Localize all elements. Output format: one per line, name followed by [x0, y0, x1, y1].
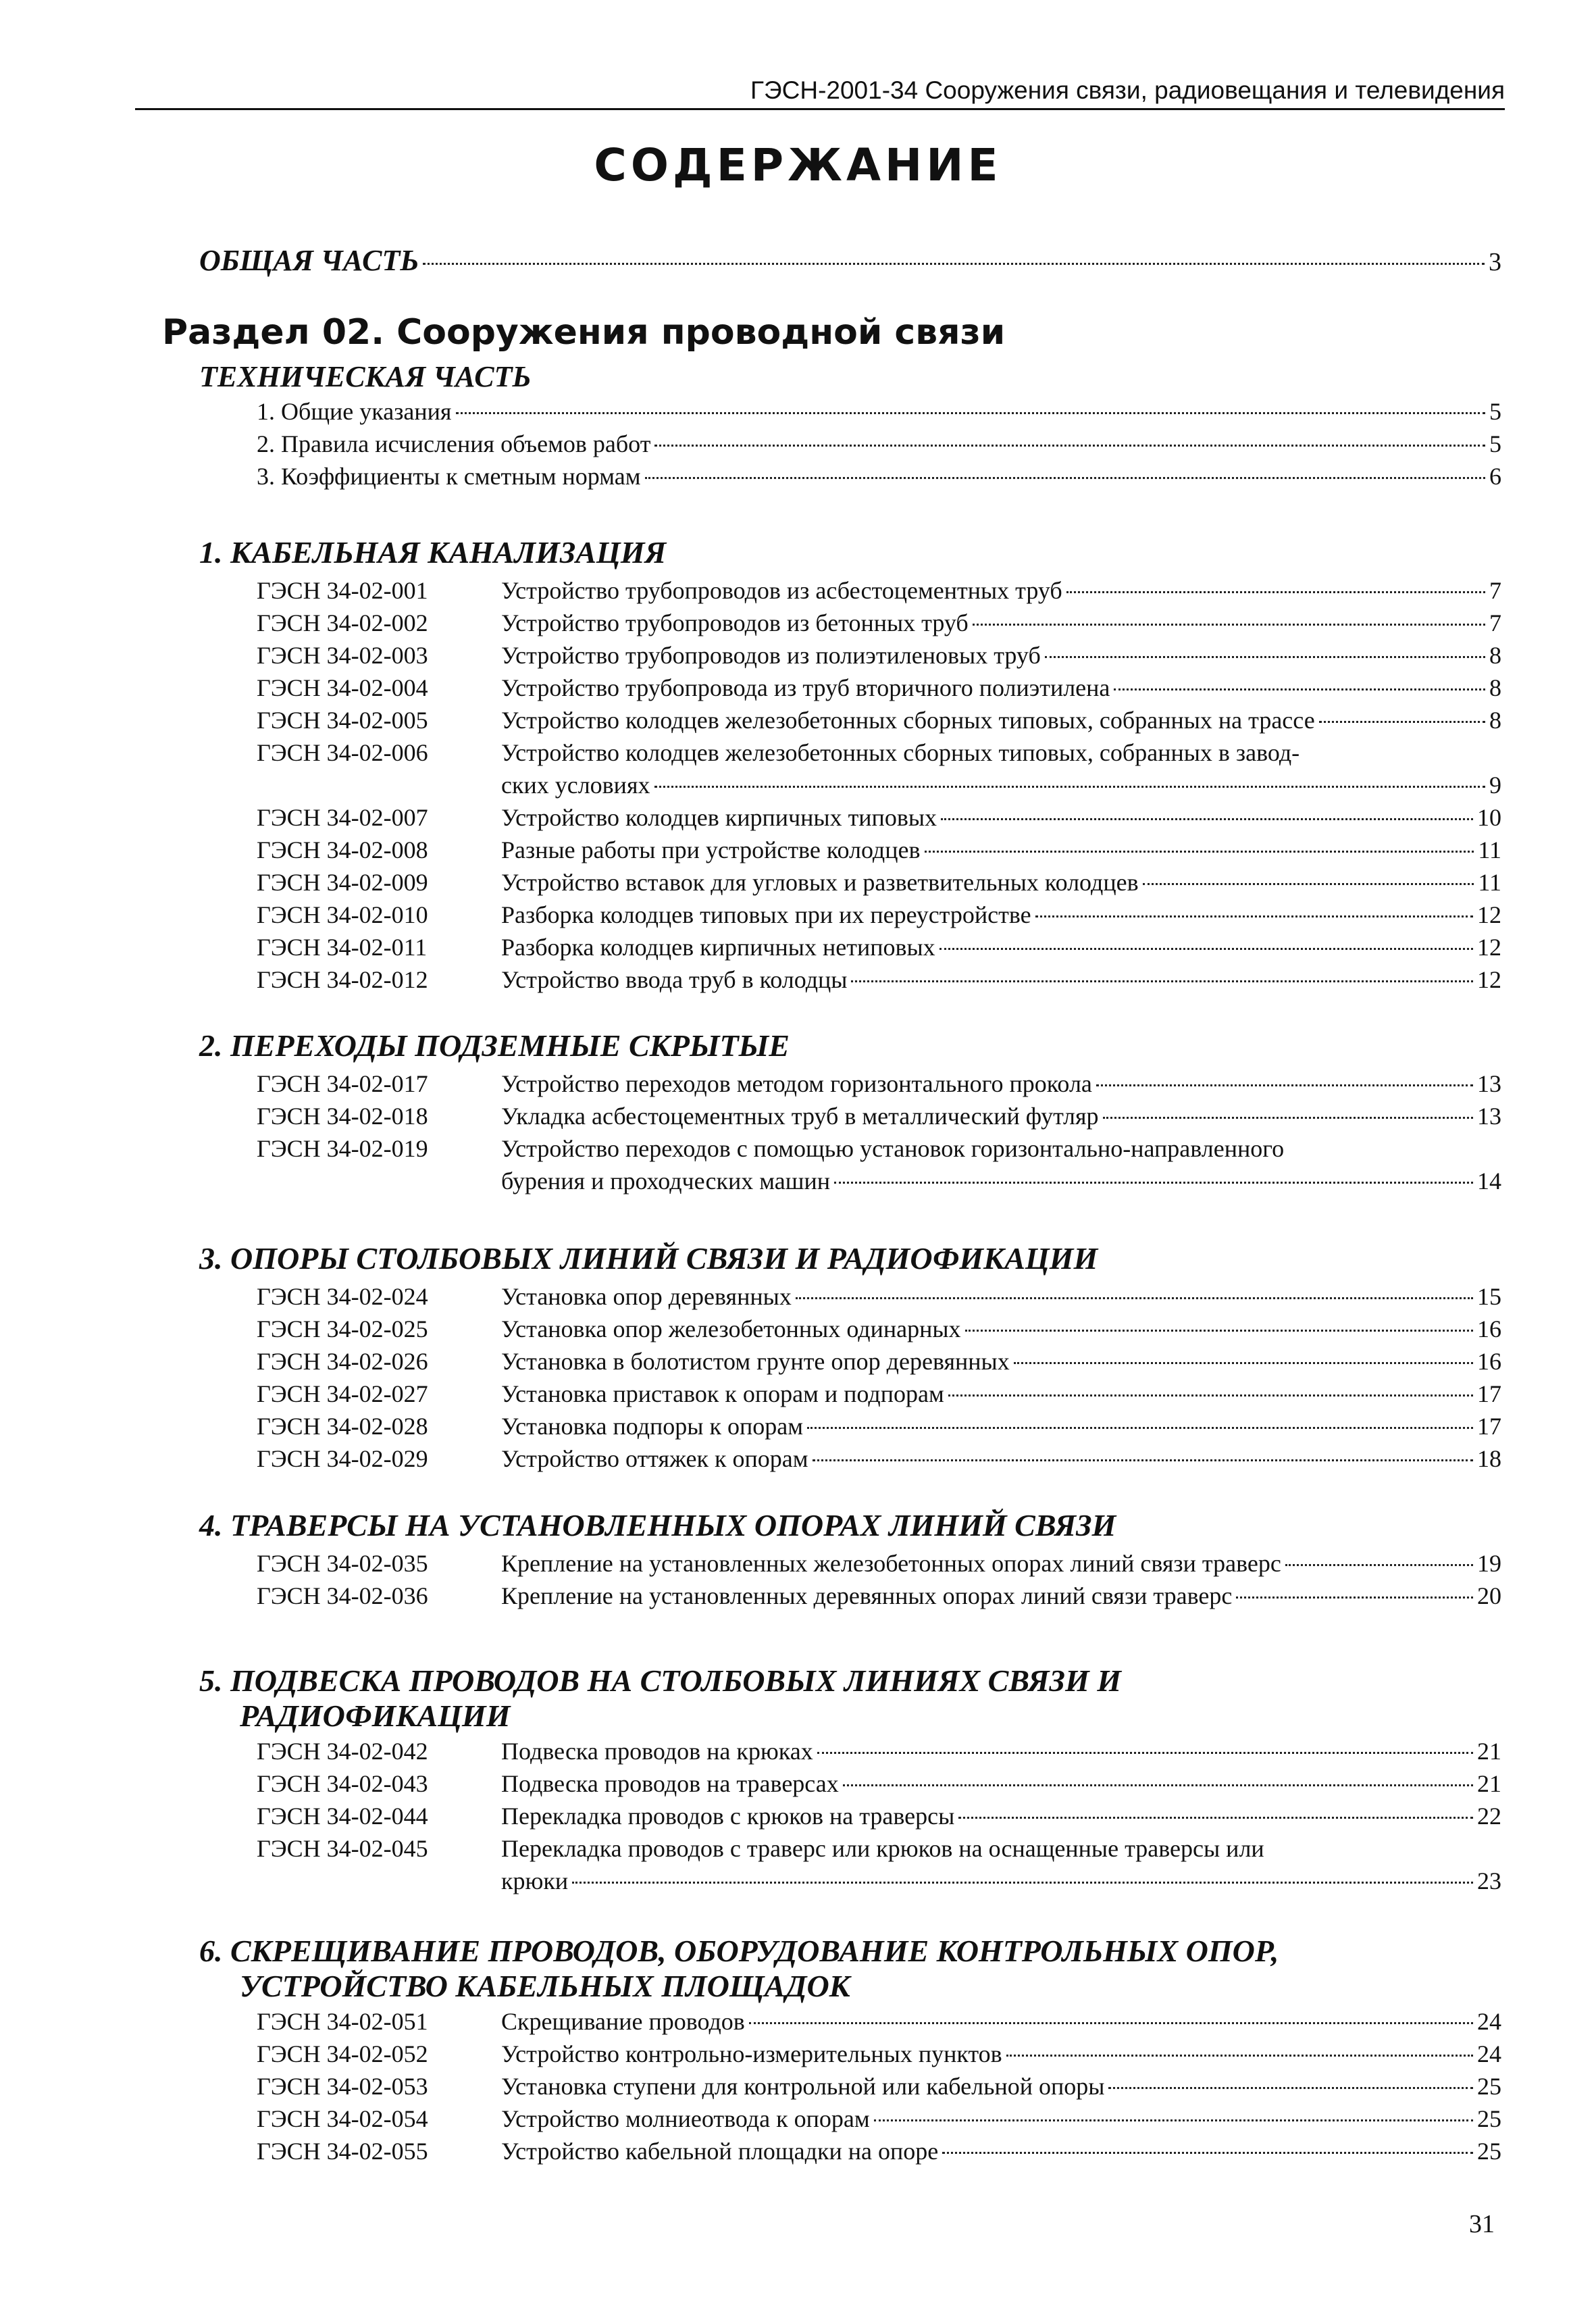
dot-leader: [645, 477, 1485, 479]
dot-leader: [973, 624, 1485, 626]
entry-page: 9: [1489, 772, 1501, 799]
dot-leader: [834, 1182, 1473, 1184]
norm-code: ГЭСН 34-02-029: [257, 1445, 428, 1472]
part-title: Раздел 02. Сооружения проводной связи: [162, 312, 1006, 353]
entry-row: [501, 1800, 1501, 1832]
entry-body: [501, 672, 1501, 704]
technical-item-page: 5: [1489, 398, 1501, 425]
entry-row: [501, 2135, 1501, 2167]
norm-code: ГЭСН 34-02-043: [257, 1770, 428, 1797]
entry-row: [501, 1345, 1501, 1378]
entry-row: [501, 963, 1501, 996]
entry-title: Устройство колодцев железобетонных сборных типовых, собранных в завод-: [501, 739, 1300, 766]
entry-title: Установка приставок к опорам и подпорам: [501, 1380, 944, 1407]
section-title-continued: УСТРОЙСТВО КАБЕЛЬНЫХ ПЛОЩАДОК: [240, 1969, 850, 2003]
entry-row: [501, 931, 1501, 963]
entry-row: [501, 1378, 1501, 1410]
entry-title: Установка опор железобетонных одинарных: [501, 1315, 961, 1342]
dot-leader: [1066, 591, 1485, 593]
norm-code: ГЭСН 34-02-019: [257, 1135, 428, 1162]
entry-title: Устройство колодцев железобетонных сборных типовых, собранных на трассе: [501, 707, 1315, 734]
norm-code: ГЭСН 34-02-054: [257, 2105, 428, 2132]
entry-title: Установка ступени для контрольной или кабельной опоры: [501, 2073, 1105, 2100]
entry-body: [501, 801, 1501, 834]
entry-body: [501, 1313, 1501, 1345]
entry-page: 19: [1477, 1550, 1501, 1577]
entry-body: [501, 2135, 1501, 2167]
entry-title: Подвеска проводов на крюках: [501, 1738, 813, 1765]
entry-title: Устройство трубопроводов из бетонных труб: [501, 609, 969, 636]
norm-code: ГЭСН 34-02-004: [257, 674, 428, 701]
norm-code: ГЭСН 34-02-026: [257, 1348, 428, 1375]
dot-leader: [1045, 656, 1485, 658]
entry-title: Крепление на установленных деревянных опорах линий связи траверс: [501, 1582, 1233, 1609]
entry-title: Устройство вставок для угловых и разветвительных колодцев: [501, 869, 1139, 896]
entry-body: [501, 1442, 1501, 1475]
dot-leader: [1014, 1362, 1473, 1364]
entry-row: [501, 1280, 1501, 1313]
dot-leader: [925, 851, 1474, 853]
entry-row: [501, 607, 1501, 639]
entry-page: 17: [1477, 1413, 1501, 1440]
norm-code: ГЭСН 34-02-008: [257, 836, 428, 863]
dot-leader: [948, 1394, 1473, 1397]
entry-body: [501, 1410, 1501, 1442]
entry-page: 8: [1489, 642, 1501, 669]
norm-code: ГЭСН 34-02-005: [257, 707, 428, 734]
norm-code: ГЭСН 34-02-045: [257, 1835, 428, 1862]
entry-title: Крепление на установленных железобетонных опорах линий связи траверс: [501, 1550, 1281, 1577]
entry-row: [501, 574, 1501, 607]
norm-code: ГЭСН 34-02-027: [257, 1380, 428, 1407]
entry-body: [501, 834, 1501, 866]
entry-body: [501, 1345, 1501, 1378]
entry-page: 23: [1477, 1867, 1501, 1894]
entry-page: 21: [1477, 1738, 1501, 1765]
dot-leader: [423, 263, 1485, 265]
entry-row: [501, 834, 1501, 866]
entry-body: [501, 2103, 1501, 2135]
entry-title: Устройство ввода труб в колодцы: [501, 966, 848, 993]
norm-code: ГЭСН 34-02-052: [257, 2040, 428, 2067]
entry-body: [501, 607, 1501, 639]
entry-body: [501, 2005, 1501, 2038]
entry-row: [501, 1067, 1501, 1100]
entry-body: [501, 931, 1501, 963]
entry-row: [501, 1313, 1501, 1345]
norm-code: ГЭСН 34-02-055: [257, 2138, 428, 2165]
technical-item-text: 3. Коэффициенты к сметным нормам: [257, 463, 641, 490]
norm-code: ГЭСН 34-02-002: [257, 609, 428, 636]
section-title-continued: РАДИОФИКАЦИИ: [240, 1699, 511, 1733]
section-title: 3. ОПОРЫ СТОЛБОВЫХ ЛИНИЙ СВЯЗИ И РАДИОФИКАЦИИ: [199, 1241, 1098, 1276]
entry-title: Устройство переходов с помощью установок горизонтально-направленного: [501, 1135, 1285, 1162]
entry-body: [501, 866, 1501, 899]
entry-title: Установка подпоры к опорам: [501, 1413, 803, 1440]
entry-body: [501, 1100, 1501, 1132]
entry-page: 12: [1477, 966, 1501, 993]
dot-leader: [1236, 1596, 1473, 1599]
entry-body: [501, 2070, 1501, 2103]
dot-leader: [1108, 2087, 1473, 2089]
general-part-page: 3: [1489, 248, 1501, 276]
entry-title: Установка опор деревянных: [501, 1283, 792, 1310]
norm-code: ГЭСН 34-02-028: [257, 1413, 428, 1440]
entry-body: [501, 1132, 1501, 1197]
dot-leader: [817, 1752, 1473, 1754]
dot-leader: [851, 980, 1473, 982]
entry-title: Разные работы при устройстве колодцев: [501, 836, 921, 863]
technical-item-page: 5: [1489, 430, 1501, 457]
entry-page: 11: [1478, 869, 1501, 896]
entry-page: 24: [1477, 2040, 1501, 2067]
entry-page: 12: [1477, 901, 1501, 928]
entry-title: Установка в болотистом грунте опор деревянных: [501, 1348, 1010, 1375]
technical-part-title: ТЕХНИЧЕСКАЯ ЧАСТЬ: [199, 360, 532, 393]
norm-code: ГЭСН 34-02-051: [257, 2008, 428, 2035]
entry-title: Устройство трубопровода из труб вторичного полиэтилена: [501, 674, 1110, 701]
header-rule: [135, 108, 1505, 110]
dot-leader: [654, 445, 1485, 447]
entry-body: [501, 639, 1501, 672]
dot-leader: [813, 1459, 1474, 1461]
entry-title: Устройство переходов методом горизонтального прокола: [501, 1070, 1092, 1097]
entry-page: 25: [1477, 2138, 1501, 2165]
entry-row: [501, 899, 1501, 931]
entry-row: [501, 1865, 1501, 1897]
entry-page: 10: [1477, 804, 1501, 831]
entry-title: Укладка асбестоцементных труб в металлический футляр: [501, 1103, 1099, 1130]
entry-page: 11: [1478, 836, 1501, 863]
section-title: 5. ПОДВЕСКА ПРОВОДОВ НА СТОЛБОВЫХ ЛИНИЯХ СВЯЗИ И: [199, 1663, 1122, 1698]
section-title: 6. СКРЕЩИВАНИЕ ПРОВОДОВ, ОБОРУДОВАНИЕ КОНТРОЛЬНЫХ ОПОР,: [199, 1934, 1279, 1968]
entry-row: [501, 1735, 1501, 1767]
entry-page: 13: [1477, 1103, 1501, 1130]
norm-code: ГЭСН 34-02-011: [257, 934, 428, 961]
dot-leader: [572, 1882, 1473, 1884]
entry-title: Устройство молниеотвода к опорам: [501, 2105, 870, 2132]
entry-body: [501, 1767, 1501, 1800]
dot-leader: [874, 2119, 1473, 2121]
entry-body: [501, 2038, 1501, 2070]
norm-code: ГЭСН 34-02-010: [257, 901, 428, 928]
entry-row: [501, 1442, 1501, 1475]
entry-title: Устройство трубопроводов из полиэтиленовых труб: [501, 642, 1041, 669]
entry-row: [501, 801, 1501, 834]
dot-leader: [1035, 915, 1473, 917]
entry-page: 13: [1477, 1070, 1501, 1097]
entry-row: [501, 704, 1501, 736]
entry-title: Перекладка проводов с траверс или крюков на оснащенные траверсы или: [501, 1835, 1264, 1862]
entry-page: 8: [1489, 674, 1501, 701]
norm-code: ГЭСН 34-02-009: [257, 869, 428, 896]
technical-item-text: 2. Правила исчисления объемов работ: [257, 430, 651, 457]
norm-code: ГЭСН 34-02-001: [257, 577, 428, 604]
entry-row: [501, 2038, 1501, 2070]
entry-row: [501, 1100, 1501, 1132]
entry-body: [501, 1378, 1501, 1410]
entry-title: Подвеска проводов на траверсах: [501, 1770, 839, 1797]
dot-leader: [843, 1784, 1473, 1786]
entry-page: 16: [1477, 1348, 1501, 1375]
entry-row: [501, 1767, 1501, 1800]
norm-code: ГЭСН 34-02-006: [257, 739, 428, 766]
entry-title-continued: ских условиях: [501, 772, 650, 799]
technical-item[interactable]: [257, 428, 1501, 460]
entry-title: Скрещивание проводов: [501, 2008, 745, 2035]
norm-code: ГЭСН 34-02-007: [257, 804, 428, 831]
dot-leader: [1103, 1117, 1473, 1119]
norm-code: ГЭСН 34-02-017: [257, 1070, 428, 1097]
dot-leader: [654, 786, 1486, 788]
entry-page: 25: [1477, 2105, 1501, 2132]
entry-title-continued: бурения и проходческих машин: [501, 1167, 831, 1194]
entry-page: 16: [1477, 1315, 1501, 1342]
entry-body: [501, 736, 1501, 801]
entry-body: [501, 963, 1501, 996]
dot-leader: [796, 1297, 1473, 1299]
entry-title: Разборка колодцев типовых при их переустройстве: [501, 901, 1031, 928]
entry-title: Устройство контрольно-измерительных пунктов: [501, 2040, 1002, 2067]
entry-row: [501, 672, 1501, 704]
dot-leader: [1285, 1564, 1473, 1566]
section-title: 1. КАБЕЛЬНАЯ КАНАЛИЗАЦИЯ: [199, 535, 667, 570]
entry-body: [501, 899, 1501, 931]
dot-leader: [807, 1427, 1473, 1429]
entry-title: Устройство колодцев кирпичных типовых: [501, 804, 937, 831]
running-header: ГЭСН-2001-34 Сооружения связи, радиовещания и телевидения: [750, 76, 1505, 104]
technical-item[interactable]: [257, 395, 1501, 428]
entry-body: [501, 704, 1501, 736]
entry-row: [501, 2103, 1501, 2135]
section-title: 4. ТРАВЕРСЫ НА УСТАНОВЛЕННЫХ ОПОРАХ ЛИНИЙ СВЯЗИ: [199, 1508, 1116, 1542]
dot-leader: [958, 1817, 1473, 1819]
entry-body: [501, 1280, 1501, 1313]
entry-page: 21: [1477, 1770, 1501, 1797]
entry-body: [501, 1067, 1501, 1100]
general-part-title: ОБЩАЯ ЧАСТЬ: [199, 244, 419, 277]
general-part-entry[interactable]: [199, 243, 1501, 278]
entry-body: [501, 1735, 1501, 1767]
entry-title: Перекладка проводов с крюков на траверсы: [501, 1803, 955, 1830]
entry-row: [501, 1547, 1501, 1580]
norm-code: ГЭСН 34-02-044: [257, 1803, 428, 1830]
entry-page: 7: [1489, 609, 1501, 636]
entry-page: 15: [1477, 1283, 1501, 1310]
entry-page: 22: [1477, 1803, 1501, 1830]
document-title: СОДЕРЖАНИЕ: [594, 139, 1002, 191]
norm-code: ГЭСН 34-02-042: [257, 1738, 428, 1765]
entry-page: 17: [1477, 1380, 1501, 1407]
entry-page: 24: [1477, 2008, 1501, 2035]
entry-row: [501, 866, 1501, 899]
dot-leader: [965, 1330, 1473, 1332]
norm-code: ГЭСН 34-02-003: [257, 642, 428, 669]
entry-body: [501, 574, 1501, 607]
entry-body: [501, 1832, 1501, 1897]
entry-title-continued: крюки: [501, 1867, 569, 1894]
entry-title: Устройство трубопроводов из асбестоцементных труб: [501, 577, 1062, 604]
technical-item-text: 1. Общие указания: [257, 398, 452, 425]
entry-row: [501, 769, 1501, 801]
norm-code: ГЭСН 34-02-012: [257, 966, 428, 993]
entry-body: [501, 1800, 1501, 1832]
dot-leader: [942, 2152, 1473, 2154]
entry-page: 20: [1477, 1582, 1501, 1609]
entry-page: 14: [1477, 1167, 1501, 1194]
dot-leader: [749, 2022, 1473, 2024]
norm-code: ГЭСН 34-02-036: [257, 1582, 428, 1609]
entry-title: Устройство оттяжек к опорам: [501, 1445, 808, 1472]
entry-page: 8: [1489, 707, 1501, 734]
entry-page: 25: [1477, 2073, 1501, 2100]
entry-body: [501, 1580, 1501, 1612]
entry-row: [501, 2005, 1501, 2038]
entry-title: Разборка колодцев кирпичных нетиповых: [501, 934, 935, 961]
dot-leader: [1143, 883, 1474, 885]
entry-row: [501, 1165, 1501, 1197]
entry-row: [501, 1580, 1501, 1612]
norm-code: ГЭСН 34-02-024: [257, 1283, 428, 1310]
dot-leader: [1006, 2055, 1473, 2057]
technical-item-page: 6: [1489, 463, 1501, 490]
entry-page: 18: [1477, 1445, 1501, 1472]
dot-leader: [1114, 688, 1485, 690]
entry-row: [501, 2070, 1501, 2103]
technical-item[interactable]: [257, 460, 1501, 493]
page-number: 31: [1469, 2210, 1495, 2238]
entry-body: [501, 1547, 1501, 1580]
dot-leader: [456, 412, 1486, 414]
norm-code: ГЭСН 34-02-053: [257, 2073, 428, 2100]
norm-code: ГЭСН 34-02-035: [257, 1550, 428, 1577]
entry-row: [501, 1410, 1501, 1442]
entry-row: [501, 639, 1501, 672]
section-title: 2. ПЕРЕХОДЫ ПОДЗЕМНЫЕ СКРЫТЫЕ: [199, 1028, 790, 1063]
dot-leader: [941, 818, 1473, 820]
entry-page: 12: [1477, 934, 1501, 961]
dot-leader: [1096, 1084, 1473, 1086]
entry-page: 7: [1489, 577, 1501, 604]
dot-leader: [939, 948, 1473, 950]
dot-leader: [1319, 721, 1485, 723]
entry-title: Устройство кабельной площадки на опоре: [501, 2138, 939, 2165]
norm-code: ГЭСН 34-02-025: [257, 1315, 428, 1342]
norm-code: ГЭСН 34-02-018: [257, 1103, 428, 1130]
